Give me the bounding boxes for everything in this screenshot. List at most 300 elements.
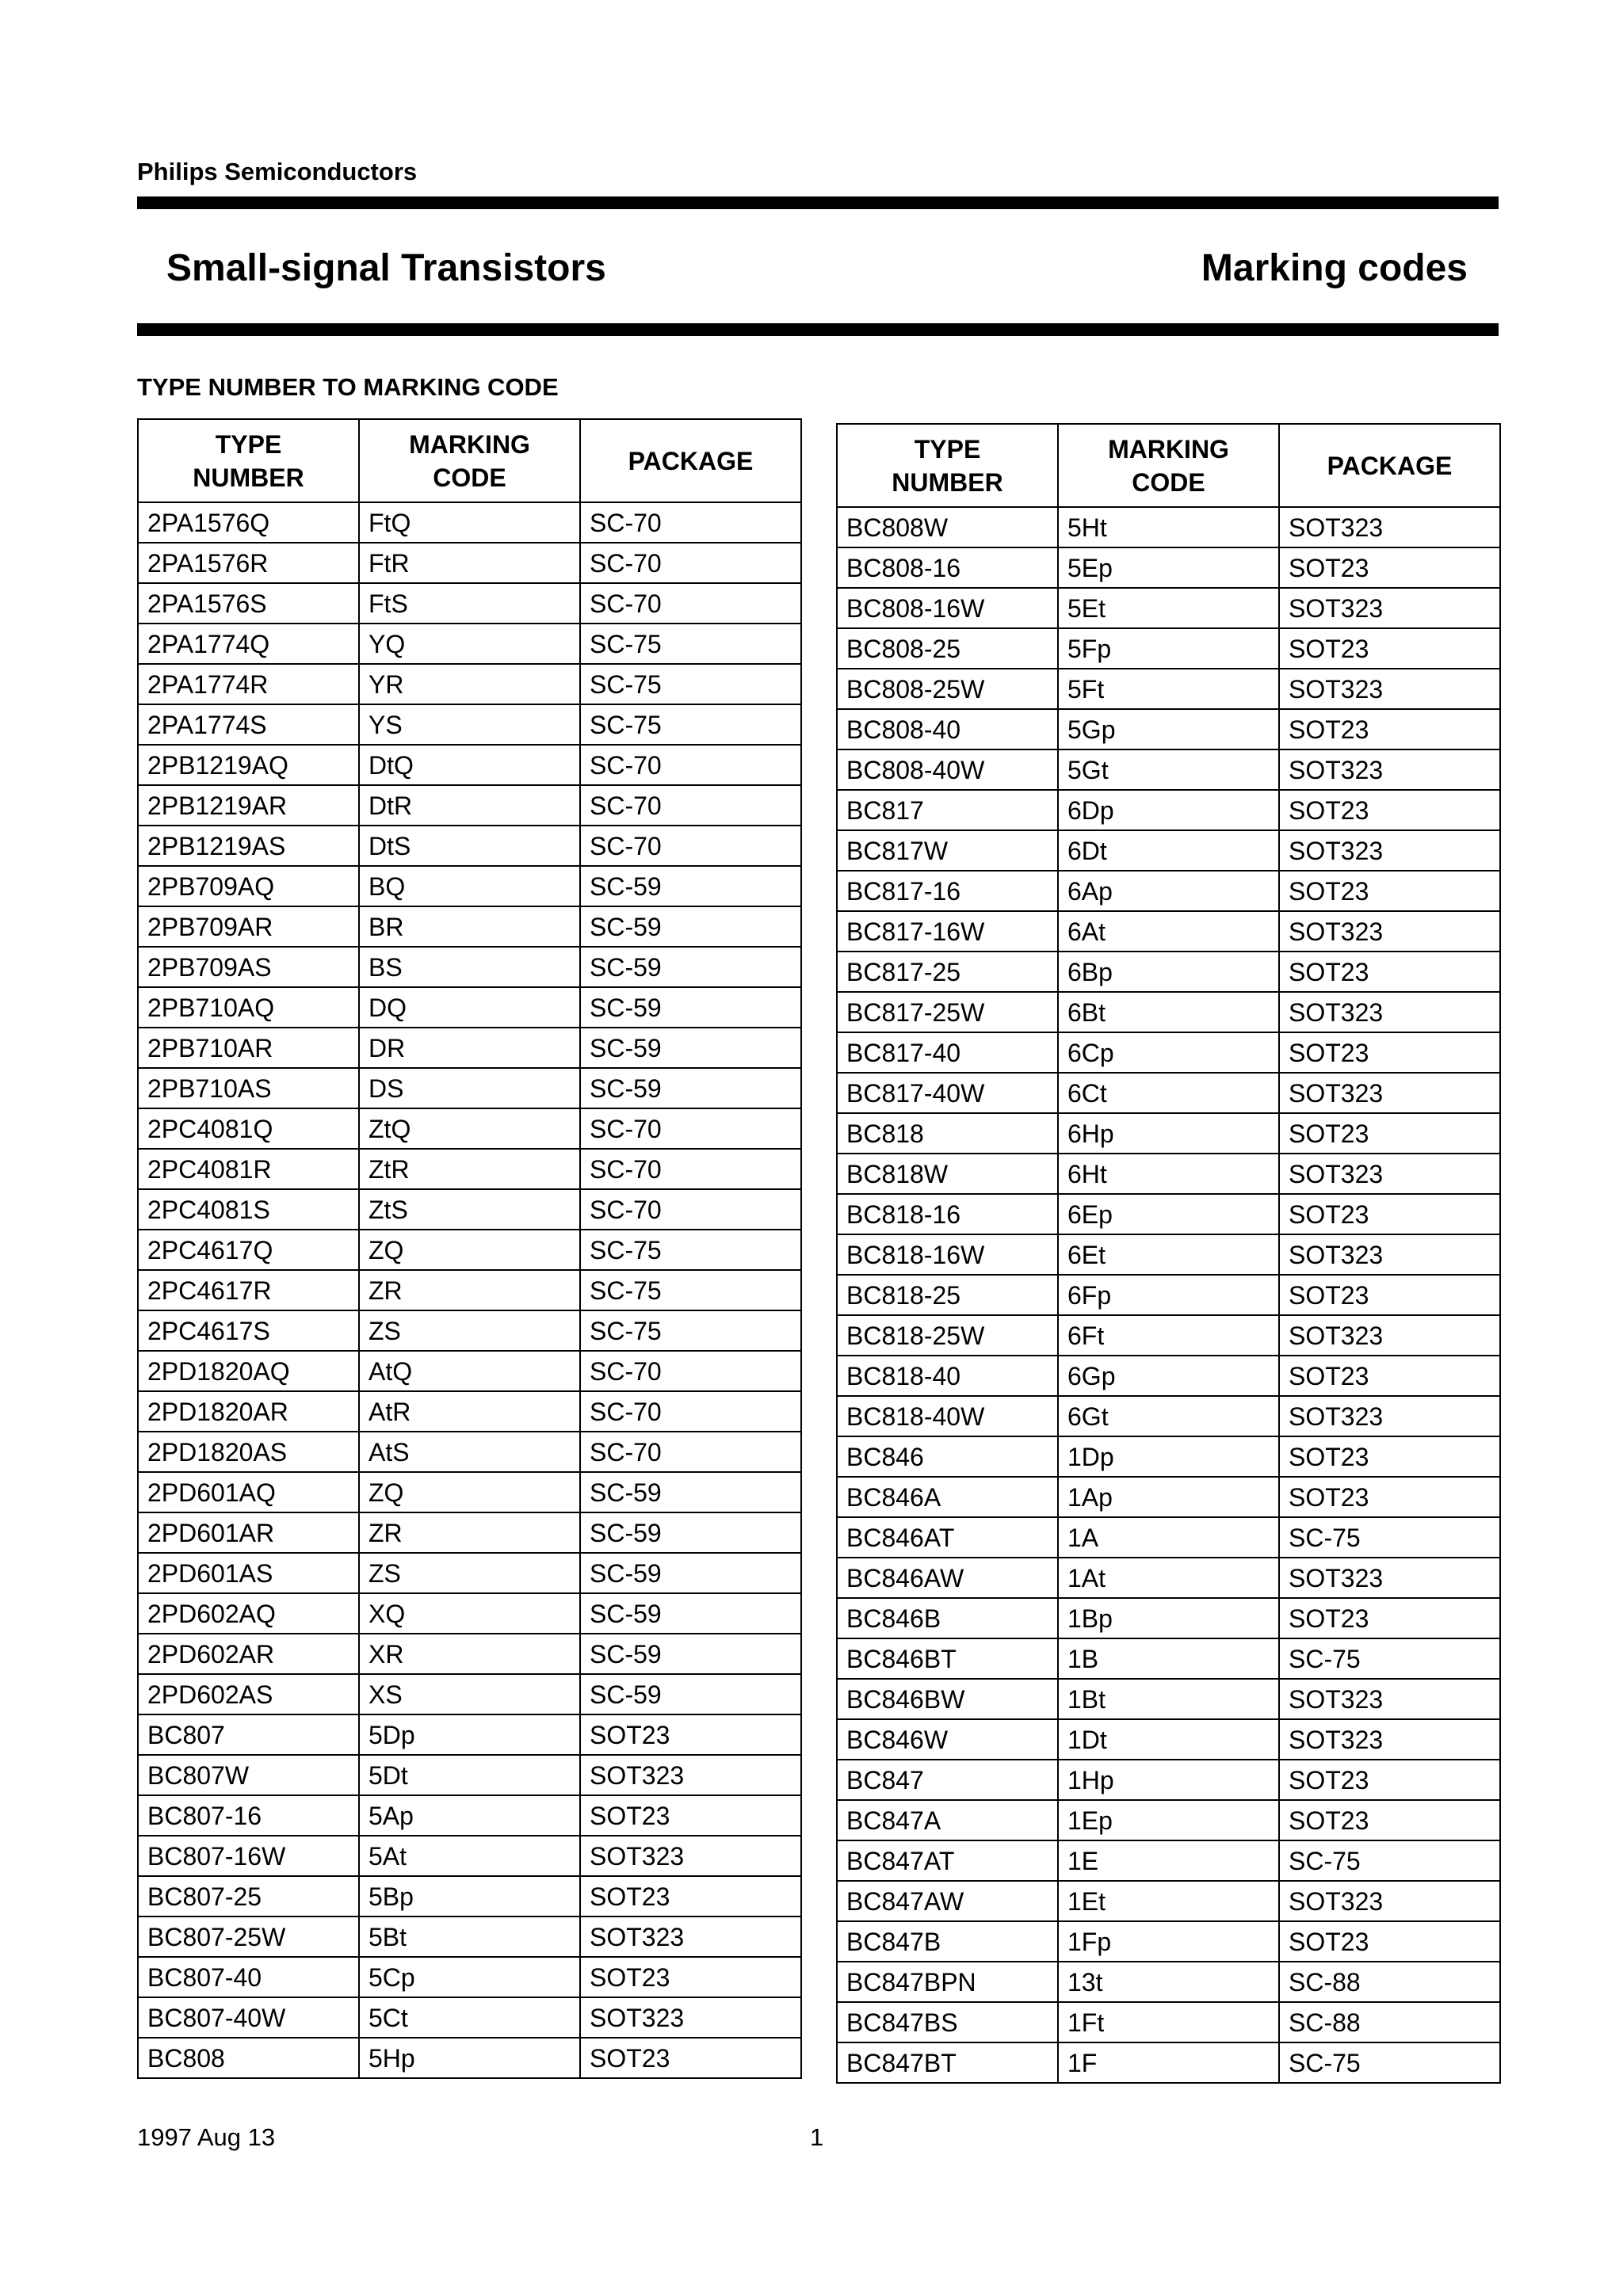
table-row bbox=[138, 987, 801, 1028]
table-row bbox=[837, 1679, 1500, 1719]
cell-marking-code: DtQ bbox=[359, 745, 580, 785]
cell-marking-code: AtQ bbox=[359, 1351, 580, 1391]
cell-type-number: BC817-40 bbox=[837, 1032, 1058, 1073]
cell-package: SOT323 bbox=[580, 1836, 801, 1876]
company-name: Philips Semiconductors bbox=[137, 158, 418, 185]
cell-package: SC-75 bbox=[1279, 1638, 1500, 1679]
cell-type-number: BC846AT bbox=[837, 1517, 1058, 1558]
table-row bbox=[138, 947, 801, 987]
cell-marking-code: 1Ep bbox=[1058, 1800, 1279, 1840]
cell-marking-code: 1Dp bbox=[1058, 1436, 1279, 1477]
cell-type-number: 2PA1774S bbox=[138, 704, 359, 745]
cell-type-number: BC818-25 bbox=[837, 1275, 1058, 1315]
col-header-type-number: TYPE NUMBER bbox=[837, 424, 1058, 507]
cell-type-number: 2PB709AR bbox=[138, 906, 359, 947]
cell-type-number: BC846AW bbox=[837, 1558, 1058, 1598]
cell-package: SOT23 bbox=[1279, 1113, 1500, 1154]
cell-type-number: 2PA1774R bbox=[138, 664, 359, 704]
cell-marking-code: 6Gp bbox=[1058, 1356, 1279, 1396]
cell-type-number: BC846BW bbox=[837, 1679, 1058, 1719]
document-title: Small-signal Transistors bbox=[166, 247, 606, 289]
table-row bbox=[138, 1432, 801, 1472]
cell-type-number: BC807-16W bbox=[138, 1836, 359, 1876]
cell-type-number: 2PD601AS bbox=[138, 1553, 359, 1593]
table-row bbox=[837, 1558, 1500, 1598]
cell-type-number: BC808-25W bbox=[837, 669, 1058, 709]
cell-marking-code: 5Bt bbox=[359, 1917, 580, 1957]
cell-type-number: 2PC4617S bbox=[138, 1310, 359, 1351]
cell-type-number: 2PB1219AR bbox=[138, 785, 359, 826]
cell-marking-code: 5Cp bbox=[359, 1957, 580, 1997]
cell-type-number: BC818-40W bbox=[837, 1396, 1058, 1436]
cell-marking-code: 6Ep bbox=[1058, 1194, 1279, 1234]
table-row bbox=[138, 704, 801, 745]
cell-marking-code: ZQ bbox=[359, 1472, 580, 1512]
table-row bbox=[138, 543, 801, 583]
cell-package: SOT323 bbox=[580, 1917, 801, 1957]
cell-marking-code: XQ bbox=[359, 1593, 580, 1634]
cell-marking-code: 1E bbox=[1058, 1840, 1279, 1881]
cell-type-number: 2PD601AR bbox=[138, 1512, 359, 1553]
cell-type-number: 2PA1576Q bbox=[138, 502, 359, 543]
table-row bbox=[837, 1598, 1500, 1638]
cell-package: SOT23 bbox=[580, 1957, 801, 1997]
cell-package: SC-75 bbox=[580, 1270, 801, 1310]
cell-type-number: BC808-25 bbox=[837, 628, 1058, 669]
table-row bbox=[837, 547, 1500, 588]
cell-marking-code: AtS bbox=[359, 1432, 580, 1472]
cell-marking-code: DS bbox=[359, 1068, 580, 1108]
cell-type-number: BC817-25W bbox=[837, 992, 1058, 1032]
table-row bbox=[138, 1997, 801, 2038]
cell-marking-code: 1Et bbox=[1058, 1881, 1279, 1921]
section-title: TYPE NUMBER TO MARKING CODE bbox=[137, 373, 559, 401]
cell-package: SC-70 bbox=[580, 826, 801, 866]
table-row bbox=[837, 911, 1500, 952]
cell-package: SOT23 bbox=[1279, 547, 1500, 588]
cell-package: SOT23 bbox=[580, 1876, 801, 1917]
cell-package: SC-70 bbox=[580, 785, 801, 826]
cell-type-number: BC807-40W bbox=[138, 1997, 359, 2038]
cell-type-number: BC817 bbox=[837, 790, 1058, 830]
cell-marking-code: ZR bbox=[359, 1512, 580, 1553]
cell-type-number: 2PC4081Q bbox=[138, 1108, 359, 1149]
table-row bbox=[837, 1436, 1500, 1477]
cell-type-number: BC817-40W bbox=[837, 1073, 1058, 1113]
cell-package: SC-59 bbox=[580, 1553, 801, 1593]
cell-package: SOT323 bbox=[1279, 1154, 1500, 1194]
cell-package: SC-59 bbox=[580, 1512, 801, 1553]
cell-marking-code: ZS bbox=[359, 1553, 580, 1593]
cell-marking-code: 5Bp bbox=[359, 1876, 580, 1917]
table-row bbox=[138, 1634, 801, 1674]
cell-package: SC-59 bbox=[580, 866, 801, 906]
cell-marking-code: 6Ft bbox=[1058, 1315, 1279, 1356]
cell-package: SOT23 bbox=[1279, 1032, 1500, 1073]
cell-package: SC-75 bbox=[1279, 1517, 1500, 1558]
cell-type-number: BC818-16 bbox=[837, 1194, 1058, 1234]
cell-marking-code: 5At bbox=[359, 1836, 580, 1876]
header-rule-bottom bbox=[137, 323, 1499, 336]
cell-type-number: 2PD1820AS bbox=[138, 1432, 359, 1472]
marking-code-table-right bbox=[836, 423, 1501, 2084]
cell-marking-code: 13t bbox=[1058, 1962, 1279, 2002]
cell-package: SC-59 bbox=[580, 987, 801, 1028]
cell-package: SC-59 bbox=[580, 1028, 801, 1068]
table-row bbox=[138, 1836, 801, 1876]
cell-package: SC-75 bbox=[580, 1230, 801, 1270]
cell-package: SOT23 bbox=[1279, 1356, 1500, 1396]
cell-type-number: BC846B bbox=[837, 1598, 1058, 1638]
col-header-package: PACKAGE bbox=[1279, 424, 1500, 507]
cell-type-number: 2PB710AR bbox=[138, 1028, 359, 1068]
cell-type-number: 2PB709AS bbox=[138, 947, 359, 987]
cell-marking-code: YQ bbox=[359, 624, 580, 664]
cell-type-number: BC807 bbox=[138, 1714, 359, 1755]
cell-type-number: 2PD602AS bbox=[138, 1674, 359, 1714]
cell-type-number: BC847AW bbox=[837, 1881, 1058, 1921]
cell-marking-code: 6Bt bbox=[1058, 992, 1279, 1032]
cell-type-number: 2PB1219AS bbox=[138, 826, 359, 866]
table-row bbox=[837, 1032, 1500, 1073]
cell-type-number: BC808-40 bbox=[837, 709, 1058, 749]
table-row bbox=[138, 664, 801, 704]
table-row bbox=[837, 1477, 1500, 1517]
col-header-marking-code: MARKING CODE bbox=[1058, 424, 1279, 507]
cell-package: SC-75 bbox=[580, 624, 801, 664]
cell-marking-code: 5Gt bbox=[1058, 749, 1279, 790]
cell-type-number: BC808-40W bbox=[837, 749, 1058, 790]
cell-package: SOT23 bbox=[1279, 1800, 1500, 1840]
cell-type-number: BC818W bbox=[837, 1154, 1058, 1194]
table-row bbox=[837, 1356, 1500, 1396]
table-row bbox=[837, 1396, 1500, 1436]
cell-marking-code: 6At bbox=[1058, 911, 1279, 952]
table-row bbox=[837, 507, 1500, 547]
cell-type-number: BC818-25W bbox=[837, 1315, 1058, 1356]
cell-type-number: BC847BS bbox=[837, 2002, 1058, 2042]
cell-marking-code: 5Fp bbox=[1058, 628, 1279, 669]
table-row bbox=[138, 1714, 801, 1755]
cell-package: SOT23 bbox=[1279, 1477, 1500, 1517]
table-row bbox=[837, 1800, 1500, 1840]
cell-package: SC-59 bbox=[580, 1472, 801, 1512]
cell-type-number: BC817W bbox=[837, 830, 1058, 871]
cell-type-number: BC807W bbox=[138, 1755, 359, 1795]
cell-type-number: 2PD602AQ bbox=[138, 1593, 359, 1634]
cell-type-number: BC808-16W bbox=[837, 588, 1058, 628]
cell-type-number: BC817-16 bbox=[837, 871, 1058, 911]
cell-marking-code: 6Dt bbox=[1058, 830, 1279, 871]
cell-package: SOT323 bbox=[580, 1997, 801, 2038]
cell-package: SC-70 bbox=[580, 1432, 801, 1472]
cell-package: SOT23 bbox=[1279, 628, 1500, 669]
cell-marking-code: 1F bbox=[1058, 2042, 1279, 2083]
footer-date: 1997 Aug 13 bbox=[137, 2123, 276, 2151]
cell-marking-code: 6Fp bbox=[1058, 1275, 1279, 1315]
table-row bbox=[837, 992, 1500, 1032]
cell-type-number: BC817-16W bbox=[837, 911, 1058, 952]
cell-package: SOT323 bbox=[1279, 749, 1500, 790]
cell-marking-code: 1B bbox=[1058, 1638, 1279, 1679]
cell-package: SOT323 bbox=[580, 1755, 801, 1795]
cell-marking-code: 1Ap bbox=[1058, 1477, 1279, 1517]
cell-type-number: BC808 bbox=[138, 2038, 359, 2078]
cell-package: SC-75 bbox=[580, 664, 801, 704]
col-header-package: PACKAGE bbox=[580, 419, 801, 502]
cell-marking-code: 5Dp bbox=[359, 1714, 580, 1755]
cell-package: SC-70 bbox=[580, 583, 801, 624]
cell-marking-code: 6Dp bbox=[1058, 790, 1279, 830]
cell-package: SC-88 bbox=[1279, 1962, 1500, 2002]
cell-marking-code: 1A bbox=[1058, 1517, 1279, 1558]
cell-package: SC-59 bbox=[580, 1634, 801, 1674]
cell-package: SOT23 bbox=[580, 1795, 801, 1836]
cell-type-number: 2PA1576R bbox=[138, 543, 359, 583]
table-row bbox=[138, 866, 801, 906]
cell-marking-code: 1Bt bbox=[1058, 1679, 1279, 1719]
cell-marking-code: FtR bbox=[359, 543, 580, 583]
table-header-row bbox=[837, 424, 1500, 507]
table-header-row bbox=[138, 419, 801, 502]
cell-package: SC-75 bbox=[1279, 1840, 1500, 1881]
cell-type-number: 2PC4617Q bbox=[138, 1230, 359, 1270]
cell-marking-code: FtQ bbox=[359, 502, 580, 543]
cell-marking-code: 6Et bbox=[1058, 1234, 1279, 1275]
cell-type-number: BC818-40 bbox=[837, 1356, 1058, 1396]
cell-package: SOT23 bbox=[1279, 1194, 1500, 1234]
cell-marking-code: 5Ap bbox=[359, 1795, 580, 1836]
cell-type-number: 2PB709AQ bbox=[138, 866, 359, 906]
table-row bbox=[837, 1840, 1500, 1881]
cell-package: SOT23 bbox=[1279, 1436, 1500, 1477]
cell-type-number: 2PD601AQ bbox=[138, 1472, 359, 1512]
cell-type-number: BC807-16 bbox=[138, 1795, 359, 1836]
table-row bbox=[837, 1275, 1500, 1315]
table-row bbox=[138, 1230, 801, 1270]
cell-marking-code: ZtR bbox=[359, 1149, 580, 1189]
cell-package: SOT323 bbox=[1279, 1073, 1500, 1113]
cell-package: SOT323 bbox=[1279, 1396, 1500, 1436]
table-row bbox=[138, 1512, 801, 1553]
table-row bbox=[138, 1553, 801, 1593]
cell-package: SOT323 bbox=[1279, 1679, 1500, 1719]
cell-marking-code: DtS bbox=[359, 826, 580, 866]
cell-package: SOT323 bbox=[1279, 1719, 1500, 1760]
cell-marking-code: ZR bbox=[359, 1270, 580, 1310]
table-row bbox=[837, 1194, 1500, 1234]
cell-package: SOT23 bbox=[1279, 1598, 1500, 1638]
table-row bbox=[138, 583, 801, 624]
table-row bbox=[138, 1674, 801, 1714]
cell-type-number: 2PB710AQ bbox=[138, 987, 359, 1028]
table-row bbox=[138, 1351, 801, 1391]
table-row bbox=[138, 1068, 801, 1108]
table-row bbox=[138, 1957, 801, 1997]
table-row bbox=[138, 906, 801, 947]
cell-package: SOT23 bbox=[1279, 1760, 1500, 1800]
cell-package: SOT23 bbox=[1279, 952, 1500, 992]
cell-type-number: 2PD1820AQ bbox=[138, 1351, 359, 1391]
cell-type-number: BC846A bbox=[837, 1477, 1058, 1517]
cell-marking-code: FtS bbox=[359, 583, 580, 624]
cell-marking-code: XS bbox=[359, 1674, 580, 1714]
cell-type-number: 2PC4081R bbox=[138, 1149, 359, 1189]
cell-type-number: BC818-16W bbox=[837, 1234, 1058, 1275]
cell-package: SOT323 bbox=[1279, 911, 1500, 952]
table-row bbox=[138, 1391, 801, 1432]
cell-package: SC-59 bbox=[580, 947, 801, 987]
cell-type-number: 2PC4617R bbox=[138, 1270, 359, 1310]
cell-marking-code: BS bbox=[359, 947, 580, 987]
table-row bbox=[138, 502, 801, 543]
cell-package: SC-75 bbox=[1279, 2042, 1500, 2083]
table-row bbox=[837, 1234, 1500, 1275]
table-row bbox=[837, 2042, 1500, 2083]
table-row bbox=[138, 624, 801, 664]
cell-type-number: BC846BT bbox=[837, 1638, 1058, 1679]
table-row bbox=[837, 1719, 1500, 1760]
cell-marking-code: 5Dt bbox=[359, 1755, 580, 1795]
cell-package: SOT323 bbox=[1279, 669, 1500, 709]
cell-package: SOT23 bbox=[580, 2038, 801, 2078]
header-rule-top bbox=[137, 196, 1499, 209]
cell-package: SOT23 bbox=[1279, 1921, 1500, 1962]
cell-marking-code: 5Hp bbox=[359, 2038, 580, 2078]
cell-package: SC-70 bbox=[580, 543, 801, 583]
cell-marking-code: 6Cp bbox=[1058, 1032, 1279, 1073]
cell-package: SC-70 bbox=[580, 745, 801, 785]
cell-type-number: 2PB710AS bbox=[138, 1068, 359, 1108]
cell-type-number: BC847BT bbox=[837, 2042, 1058, 2083]
cell-marking-code: 1Bp bbox=[1058, 1598, 1279, 1638]
cell-marking-code: 6Hp bbox=[1058, 1113, 1279, 1154]
table-row bbox=[138, 1189, 801, 1230]
table-row bbox=[837, 790, 1500, 830]
cell-package: SC-75 bbox=[580, 1310, 801, 1351]
table-row bbox=[837, 1154, 1500, 1194]
cell-package: SC-70 bbox=[580, 1149, 801, 1189]
cell-package: SOT323 bbox=[1279, 588, 1500, 628]
table-row bbox=[138, 785, 801, 826]
cell-package: SC-70 bbox=[580, 1189, 801, 1230]
cell-type-number: BC846 bbox=[837, 1436, 1058, 1477]
cell-package: SC-70 bbox=[580, 1108, 801, 1149]
table-row bbox=[138, 2038, 801, 2078]
cell-marking-code: 5Ft bbox=[1058, 669, 1279, 709]
table-row bbox=[837, 588, 1500, 628]
cell-package: SC-59 bbox=[580, 1674, 801, 1714]
cell-package: SC-59 bbox=[580, 1593, 801, 1634]
cell-package: SOT323 bbox=[1279, 1315, 1500, 1356]
cell-type-number: BC847AT bbox=[837, 1840, 1058, 1881]
cell-package: SOT323 bbox=[1279, 1234, 1500, 1275]
table-row bbox=[837, 1315, 1500, 1356]
table-row bbox=[837, 1962, 1500, 2002]
cell-type-number: BC818 bbox=[837, 1113, 1058, 1154]
cell-marking-code: 1Fp bbox=[1058, 1921, 1279, 1962]
table-row bbox=[138, 1795, 801, 1836]
cell-type-number: 2PD602AR bbox=[138, 1634, 359, 1674]
table-row bbox=[138, 1593, 801, 1634]
cell-package: SOT23 bbox=[1279, 709, 1500, 749]
table-row bbox=[837, 830, 1500, 871]
table-row bbox=[138, 1472, 801, 1512]
cell-package: SC-88 bbox=[1279, 2002, 1500, 2042]
table-row bbox=[837, 1073, 1500, 1113]
cell-package: SOT323 bbox=[1279, 992, 1500, 1032]
col-header-marking-code: MARKING CODE bbox=[359, 419, 580, 502]
marking-code-table-left bbox=[137, 418, 802, 2079]
cell-marking-code: DR bbox=[359, 1028, 580, 1068]
cell-type-number: BC807-40 bbox=[138, 1957, 359, 1997]
cell-marking-code: ZS bbox=[359, 1310, 580, 1351]
table-row bbox=[837, 749, 1500, 790]
cell-marking-code: YS bbox=[359, 704, 580, 745]
cell-marking-code: XR bbox=[359, 1634, 580, 1674]
cell-package: SOT23 bbox=[1279, 1275, 1500, 1315]
cell-marking-code: 1Dt bbox=[1058, 1719, 1279, 1760]
table-row bbox=[837, 628, 1500, 669]
cell-marking-code: DtR bbox=[359, 785, 580, 826]
cell-package: SC-70 bbox=[580, 1391, 801, 1432]
cell-package: SC-59 bbox=[580, 1068, 801, 1108]
cell-marking-code: 6Bp bbox=[1058, 952, 1279, 992]
cell-package: SOT323 bbox=[1279, 830, 1500, 871]
table-row bbox=[837, 1760, 1500, 1800]
table-row bbox=[138, 1270, 801, 1310]
cell-marking-code: BR bbox=[359, 906, 580, 947]
cell-package: SOT323 bbox=[1279, 1881, 1500, 1921]
table-row bbox=[138, 1755, 801, 1795]
table-row bbox=[837, 871, 1500, 911]
cell-package: SC-70 bbox=[580, 1351, 801, 1391]
table-row bbox=[138, 745, 801, 785]
cell-package: SOT23 bbox=[1279, 871, 1500, 911]
cell-package: SOT23 bbox=[580, 1714, 801, 1755]
table-row bbox=[837, 952, 1500, 992]
cell-package: SC-59 bbox=[580, 906, 801, 947]
cell-marking-code: ZtS bbox=[359, 1189, 580, 1230]
cell-type-number: 2PC4081S bbox=[138, 1189, 359, 1230]
table-row bbox=[837, 1921, 1500, 1962]
cell-marking-code: 5Gp bbox=[1058, 709, 1279, 749]
cell-marking-code: 6Ct bbox=[1058, 1073, 1279, 1113]
cell-marking-code: 1Hp bbox=[1058, 1760, 1279, 1800]
cell-type-number: 2PD1820AR bbox=[138, 1391, 359, 1432]
cell-type-number: BC808-16 bbox=[837, 547, 1058, 588]
cell-marking-code: ZtQ bbox=[359, 1108, 580, 1149]
table-row bbox=[138, 1028, 801, 1068]
cell-marking-code: 1At bbox=[1058, 1558, 1279, 1598]
cell-type-number: 2PA1576S bbox=[138, 583, 359, 624]
cell-marking-code: ZQ bbox=[359, 1230, 580, 1270]
table-row bbox=[138, 1876, 801, 1917]
cell-type-number: BC847 bbox=[837, 1760, 1058, 1800]
cell-marking-code: 1Ft bbox=[1058, 2002, 1279, 2042]
table-row bbox=[837, 709, 1500, 749]
cell-marking-code: YR bbox=[359, 664, 580, 704]
cell-type-number: 2PA1774Q bbox=[138, 624, 359, 664]
page-number: 1 bbox=[810, 2123, 824, 2151]
cell-marking-code: 5Ep bbox=[1058, 547, 1279, 588]
cell-type-number: BC847A bbox=[837, 1800, 1058, 1840]
col-header-type-number: TYPE NUMBER bbox=[138, 419, 359, 502]
cell-package: SOT23 bbox=[1279, 790, 1500, 830]
cell-type-number: 2PB1219AQ bbox=[138, 745, 359, 785]
cell-marking-code: 6Ap bbox=[1058, 871, 1279, 911]
cell-type-number: BC817-25 bbox=[837, 952, 1058, 992]
